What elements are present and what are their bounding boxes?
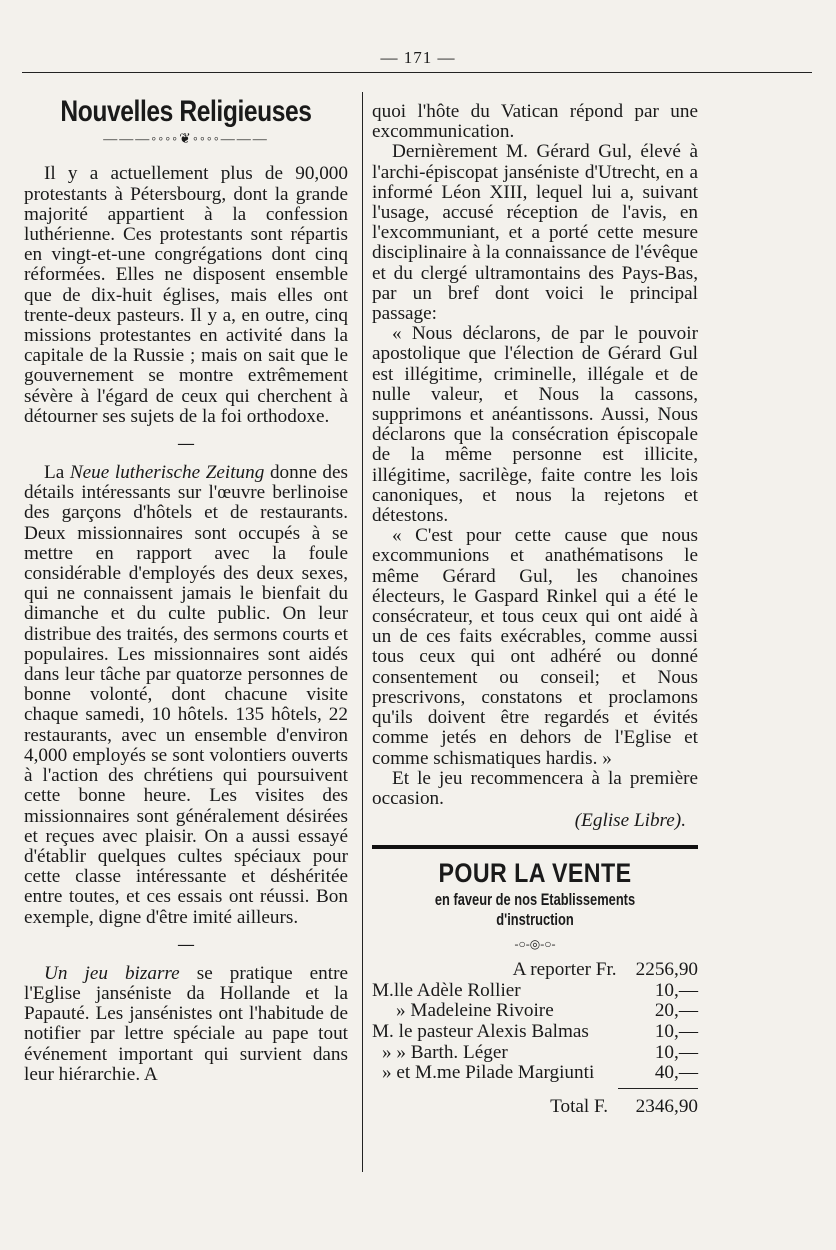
donor-row <box>372 981 698 1002</box>
article-berlin <box>24 463 348 928</box>
quote-part-2: « C'est pour cette cause que nous excommunions et anathématisons le même Gérard Gul, les chanoines électeurs, le Gaspard Rinkel qui a été le consécrateur, et tous ceux qui ont aidé à un de ces faits exécrables, comme aussi tous ceux qui ont adhéré ou donné consentement ou conseil; et Nous prescrivons, constatons et proclamons qu'ils doivent être regardés et évités comme jetés en dehors de l'Eglise et comme schismatiques hardis. » <box>372 525 698 769</box>
closing-remark: Et le jeu recommencera à la première occasion. <box>372 767 698 809</box>
source-credit: (Eglise Libre). <box>574 810 686 832</box>
donation-list <box>372 960 698 1084</box>
top-rule <box>22 72 812 73</box>
donor-row <box>372 1001 698 1022</box>
donor-amount: 10,— <box>654 1020 698 1042</box>
donor-amount: 20,— <box>654 1000 698 1022</box>
article-russia: Il y a actuellement plus de 90,000 protestants à Pétersbourg, dont la grande majorité appartient à la confession luthérienne. Ces protestants sont répartis en vingt-et-une congrégations dont cinq réformées. Elles ne disposent ensemble que de dix-huit églises, mais elles ont trente-deux pasteurs. Il y a, en outre, cinq missions protestantes en activité dans la capitale de la Russie ; mais on sait que le gouvernement se montre extrêmement sévère à l'égard de ceux qui cherchent à détourner ses sujets de la foi orthodoxe. <box>24 163 348 427</box>
heading-ornament: ———◦◦◦◦❦◦◦◦◦——— <box>103 132 269 148</box>
section-heading: Nouvelles Religieuses <box>60 95 312 128</box>
donor-row <box>372 1043 698 1064</box>
donor-amount: 10,— <box>654 1041 698 1063</box>
left-column <box>24 95 348 1085</box>
sale-subheading: en faveur de nos Etablissements d'instruction <box>434 890 636 929</box>
sum-rule <box>618 1088 698 1089</box>
article-jansenist-body: se pratique entre l'Eglise janséniste da Hollande et la Papauté. Les jansénistes ont l'habitude de notifier par lettre spéciale au pape tout événement important qui survient dans leur hiérarchie. A <box>24 962 348 1085</box>
article-berlin-lead: La <box>44 462 65 484</box>
report-label: A reporter Fr. <box>512 959 617 981</box>
donor-row <box>372 1022 698 1043</box>
right-column <box>372 102 698 1117</box>
quote-part-1: « Nous déclarons, de par le pouvoir apostolique que l'élection de Gérard Gul est illégitime, criminelle, illégale et de nulle valeur, et Nous la cassons, supprimons et anéantissons. Aussi, Nous déclarons que la consécration épiscopale de la même personne est illicite, illégitime, sacrilège, faite contre les lois canoniques, et nous la rejetons et détestons. <box>372 323 698 527</box>
donor-name: M. le pasteur Alexis Balmas <box>372 1020 589 1042</box>
section-rule <box>372 845 698 849</box>
article-gul: Dernièrement M. Gérard Gul, élevé à l'archi-épiscopat janséniste d'Utrecht, en a informé Léon XIII, lequel lui a, suivant l'usage, accusé réception de l'avis, en l'excommuniant, et a porté cette mesure disciplinaire à la connaissance de l'évêque et du clergé ultramontains des Pays-Bas, par un bref dont voici le principal passage: <box>372 141 698 325</box>
separator: — <box>178 935 194 953</box>
report-amount: 2256,90 <box>635 959 698 981</box>
donor-name: M.lle Adèle Rollier <box>372 979 521 1001</box>
total-row <box>372 1097 698 1118</box>
separator: — <box>178 435 194 453</box>
column-divider <box>362 92 363 1172</box>
article-jansenist-continued: quoi l'hôte du Vatican répond par une excommunication. <box>372 101 698 143</box>
donor-amount: 10,— <box>654 979 698 1001</box>
total-label: Total F. <box>550 1095 608 1117</box>
donor-name: » » Barth. Léger <box>382 1041 508 1063</box>
page-number: — 171 — <box>380 48 456 67</box>
donor-name: » Madeleine Rivoire <box>396 1000 554 1022</box>
journal-title: Neue lutherische Zeitung <box>69 462 265 484</box>
article-jansenist <box>24 964 348 1085</box>
sale-ornament: -○-◎-○- <box>514 936 556 951</box>
article-jansenist-lead: Un jeu bizarre <box>44 962 180 984</box>
donor-amount: 40,— <box>654 1062 698 1084</box>
donor-name: » et M.me Pilade Margiunti <box>382 1062 595 1084</box>
donor-row <box>372 1063 698 1084</box>
report-row <box>372 960 698 981</box>
sale-heading: POUR LA VENTE <box>438 858 632 889</box>
article-berlin-body: donne des détails intéressants sur l'œuvre berlinoise des garçons d'hôtels et de restaurants. Deux missionnaires sont occupés à se mettre en rapport avec la foule considérable d'employés des deux sexes, qui ne connaissent jamais le bienfait du dimanche et du culte public. On leur distribue des traités, des sermons courts et populaires. Les missionnaires sont aidés dans leur tâche par quatorze personnes de bonne volonté, dont chacune visite chaque samedi, 10 hôtels. 135 hôtels, 22 restaurants, avec un ensemble d'environ 4,000 employés se sont volontiers ouverts à l'action des chrétiens qui poursuivent cette bonne heure. Les visites des missionnaires sont généralement désirées et reçues avec plaisir. On a aussi essayé d'établir quelques cultes spéciaux pour cette classe intéressante et déshéritée entre toutes, et ces essais ont réussi. Bon exemple, digne d'être imité ailleurs. <box>24 462 348 928</box>
total-amount: 2346,90 <box>635 1095 698 1117</box>
